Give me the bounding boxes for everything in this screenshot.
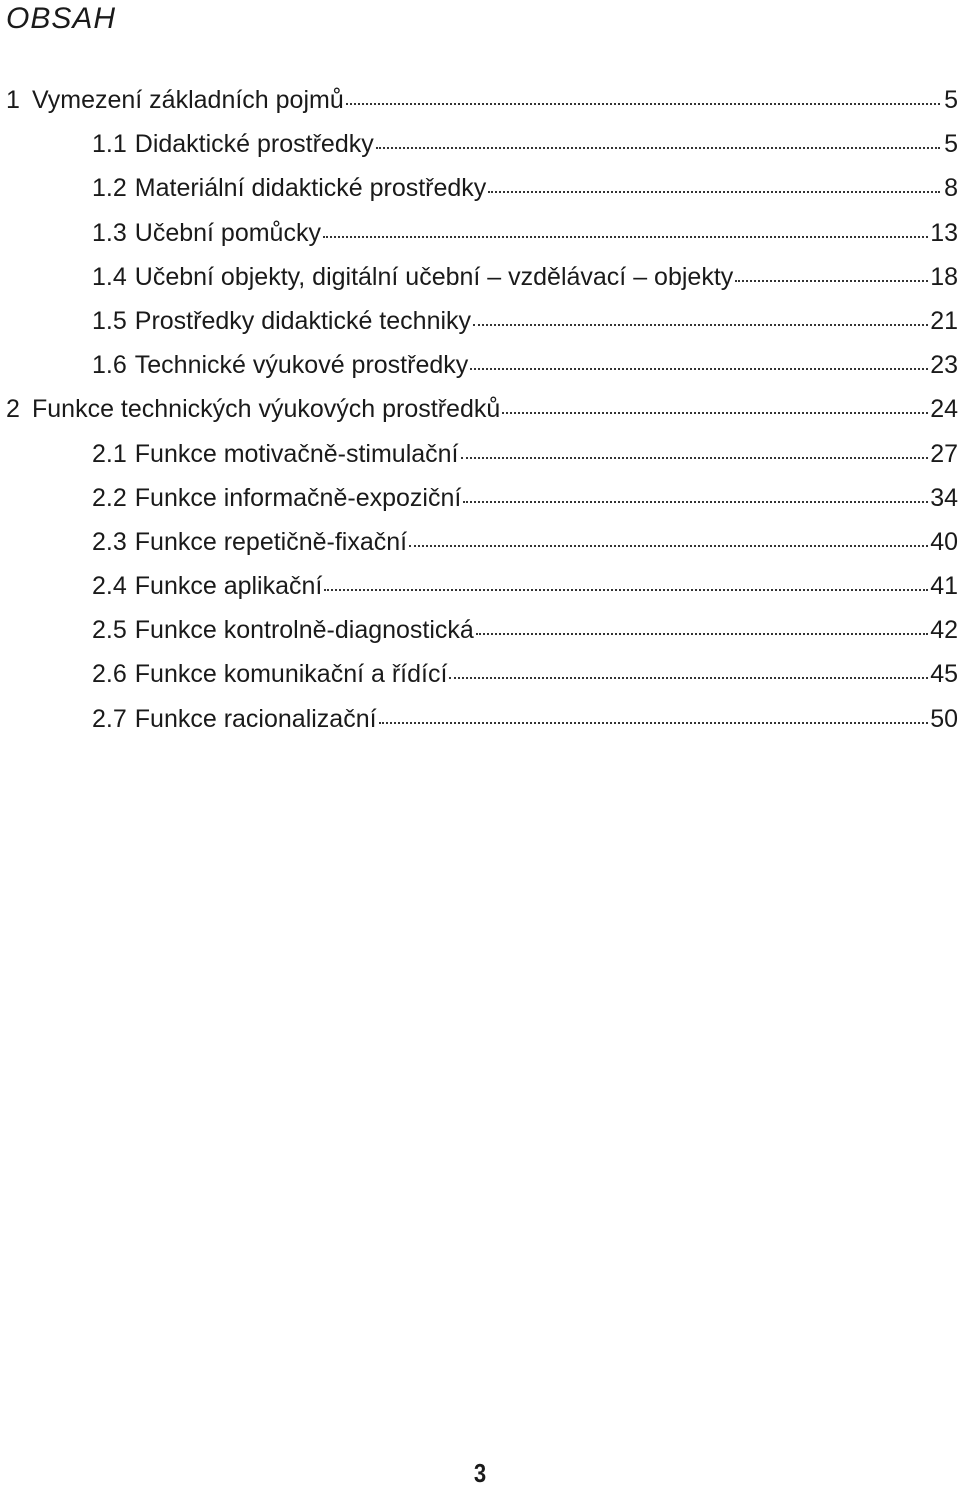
toc-entry-number: 2.5	[92, 616, 127, 645]
toc-entry-title: Funkce racionalizační	[134, 704, 377, 733]
toc-entry[interactable]	[0, 307, 960, 351]
toc-entry-title: Funkce aplikační	[134, 572, 323, 601]
toc-entry-number: 1.4	[92, 262, 127, 291]
toc-entry-page: 45	[930, 660, 958, 689]
toc-dot-leader	[735, 280, 928, 282]
toc-entry[interactable]	[0, 705, 960, 749]
toc-entry[interactable]	[0, 572, 960, 616]
toc-entry[interactable]	[0, 263, 960, 307]
toc-entry-page: 24	[930, 395, 958, 424]
toc-dot-leader	[409, 545, 928, 547]
table-of-contents	[0, 86, 960, 749]
toc-entry-page: 50	[930, 704, 958, 733]
toc-entry[interactable]	[0, 440, 960, 484]
toc-dot-leader	[449, 677, 928, 679]
toc-entry[interactable]	[0, 86, 960, 130]
toc-entry-number: 2.6	[92, 660, 127, 689]
toc-entry[interactable]	[0, 395, 960, 439]
toc-entry[interactable]	[0, 528, 960, 572]
toc-entry-number: 1.1	[92, 130, 127, 159]
toc-entry-page: 40	[930, 527, 958, 556]
toc-entry-number: 1	[6, 86, 20, 114]
toc-dot-leader	[473, 324, 928, 326]
toc-entry[interactable]	[0, 484, 960, 528]
toc-entry-number: 1.5	[92, 306, 127, 335]
toc-entry-number: 1.6	[92, 351, 127, 380]
toc-entry-title: Funkce kontrolně-diagnostická	[134, 616, 474, 645]
toc-entry-number: 2.7	[92, 704, 127, 733]
page-number: 3	[473, 1458, 487, 1488]
toc-dot-leader	[346, 103, 940, 105]
toc-entry-number: 2.2	[92, 483, 127, 512]
toc-entry-page: 8	[944, 174, 958, 203]
toc-entry-page: 5	[944, 130, 958, 159]
toc-entry-title: Učební objekty, digitální učební – vzdělávací – objekty	[134, 262, 734, 291]
toc-entry-title: Vymezení základních pojmů	[32, 86, 344, 114]
toc-entry[interactable]	[0, 174, 960, 218]
toc-dot-leader	[470, 368, 928, 370]
toc-entry-page: 13	[930, 218, 958, 247]
toc-dot-leader	[324, 589, 928, 591]
toc-entry-title: Učební pomůcky	[134, 218, 321, 247]
toc-dot-leader	[502, 412, 928, 414]
toc-entry-page: 5	[944, 86, 958, 114]
toc-entry-number: 1.2	[92, 174, 127, 203]
toc-entry[interactable]	[0, 616, 960, 660]
toc-entry-title: Funkce technických výukových prostředků	[32, 395, 501, 424]
toc-entry[interactable]	[0, 130, 960, 174]
toc-entry-title: Didaktické prostředky	[134, 130, 374, 159]
toc-entry-title: Funkce informačně-expoziční	[134, 483, 462, 512]
toc-entry-number: 2.4	[92, 572, 127, 601]
toc-entry-title: Funkce komunikační a řídící	[134, 660, 448, 689]
toc-dot-leader	[379, 722, 929, 724]
toc-entry[interactable]	[0, 660, 960, 704]
toc-entry-number: 1.3	[92, 218, 127, 247]
toc-dot-leader	[376, 147, 940, 149]
page-heading: OBSAH	[6, 2, 117, 35]
toc-entry[interactable]	[0, 219, 960, 263]
toc-entry-page: 42	[930, 616, 958, 645]
toc-entry-title: Prostředky didaktické techniky	[134, 306, 472, 335]
toc-entry[interactable]	[0, 351, 960, 395]
toc-entry-number: 2.1	[92, 439, 127, 468]
toc-dot-leader	[463, 501, 928, 503]
toc-entry-page: 18	[930, 262, 958, 291]
toc-dot-leader	[488, 191, 940, 193]
toc-entry-page: 23	[930, 351, 958, 380]
toc-entry-title: Materiální didaktické prostředky	[134, 174, 487, 203]
toc-entry-title: Technické výukové prostředky	[134, 351, 469, 380]
toc-entry-title: Funkce motivačně-stimulační	[134, 439, 459, 468]
toc-entry-title: Funkce repetičně-fixační	[134, 527, 408, 556]
toc-dot-leader	[323, 236, 928, 238]
toc-entry-page: 41	[930, 572, 958, 601]
toc-entry-page: 21	[930, 306, 958, 335]
toc-dot-leader	[476, 633, 928, 635]
toc-entry-number: 2.3	[92, 527, 127, 556]
toc-entry-page: 34	[930, 483, 958, 512]
toc-entry-number: 2	[6, 395, 20, 424]
toc-entry-page: 27	[930, 439, 958, 468]
toc-dot-leader	[461, 457, 929, 459]
